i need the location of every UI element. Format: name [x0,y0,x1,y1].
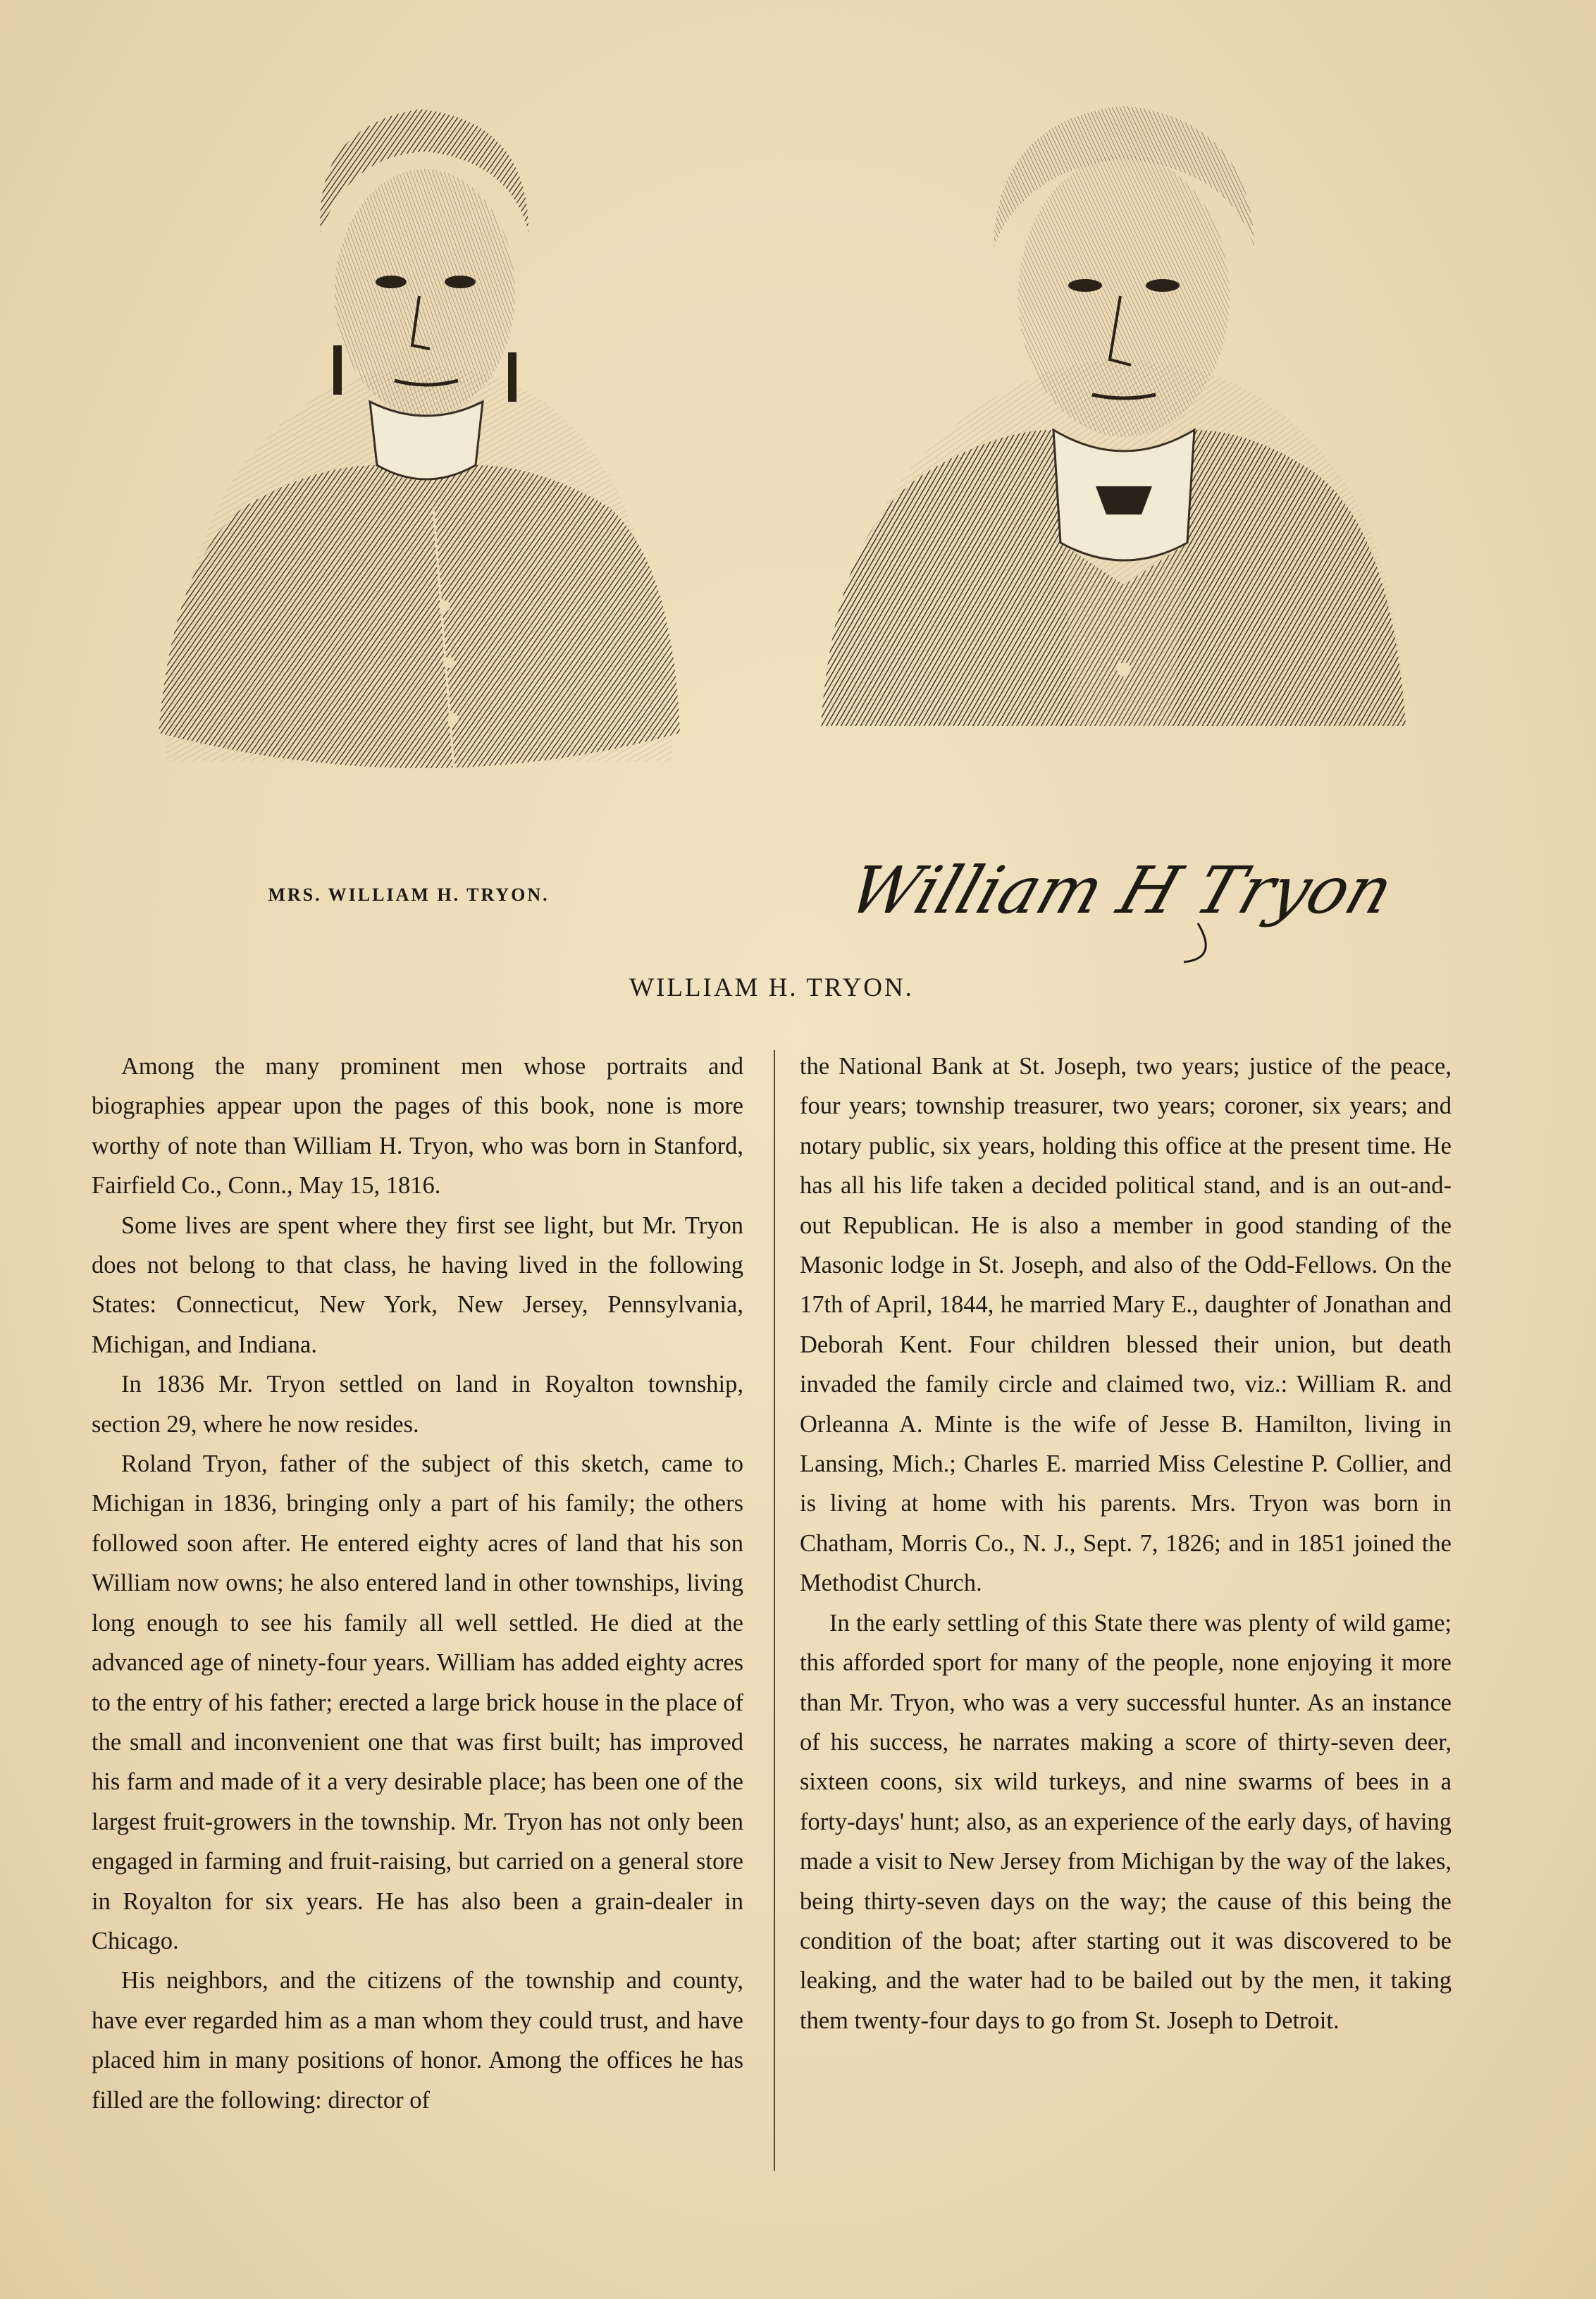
paragraph: In the early settling of this State there was plenty of wild game; this afforded sport for many of the people, none enjoying it more than Mr. Tryon, who was a very successful hunter. As an instance of his success, he narrates making a score of thirty-seven deer, sixteen coons, six wild turkeys, and nine swarms of bees in a forty-days' hunt; also, as an experience of the early days, of having made a visit to New Jersey from Michigan by the way of the lakes, being thirty-seven days on the way; the cause of this being the condition of the boat; after starting out it was discovered to be leaking, and the water had to be bailed out by the men, it taking them twenty-four days to go from St. Joseph to Detroit. [800,1609,1452,2034]
paragraph: Among the many prominent men whose portraits and biographies appear upon the pages of this book, none is more worthy of note than William H. Tryon, who was born in Stanford, Fairfield Co., Conn., May 15, 1816. [92,1053,743,1200]
biography-title: WILLIAM H. TRYON. [629,973,914,1002]
paragraph: Some lives are spent where they first see light, but Mr. Tryon does not belong to that class, he having lived in the following States: Connecticut, New York, New Jersey, Pennsylvania, Michigan, and Indiana. [92,1212,743,1358]
portrait-william-tryon [821,92,1406,796]
right-column [800,1047,1452,2040]
portrait-mrs-tryon [144,70,687,803]
paragraph-continued: the National Bank at St. Joseph, two years; justice of the peace, four years; township treasurer, two years; coroner, six years; and notary public, six years, holding this office at the present time. He has all his life taken a decided political stand, and is an out-and-out Republican. He is also a member in good standing of the Masonic lodge in St. Joseph, and also of the Odd-Fellows. On the 17th of April, 1844, he married Mary E., daughter of Jonathan and Deborah Kent. Four children blessed their union, but death invaded the family circle and claimed two, viz.: William R. and Orleanna A. Minte is the wife of Jesse B. Hamilton, living in Lansing, Mich.; Charles E. married Miss Celestine P. Collier, and is living at home with his parents. Mrs. Tryon was born in Chatham, Morris Co., N. J., Sept. 7, 1826; and in 1851 joined the Methodist Church. [800,1053,1452,1597]
paragraph: His neighbors, and the citizens of the township and county, have ever regarded him as a man whom they could trust, and have placed him in many positions of honor. Among the offices he has filled are the following: director of [92,1967,743,2114]
paragraph: In 1836 Mr. Tryon settled on land in Royalton township, section 29, where he now resides. [92,1371,743,1438]
paragraph: Roland Tryon, father of the subject of this sketch, came to Michigan in 1836, bringing only a part of his family; the others followed soon after. He entered eighty acres of land that his son William now owns; he also entered land in other townships, living long enough to see his family all well settled. He died at the advanced age of ninety-four years. William has added eighty acres to the entry of his father; erected a large brick house in the place of the small and inconvenient one that was first built; has improved his farm and made of it a very desirable place; has been one of the largest fruit-growers in the township. Mr. Tryon has not only been engaged in farming and fruit-raising, but carried on a general store in Royalton for six years. He has also been a grain-dealer in Chicago. [92,1450,743,1954]
left-column [92,1047,743,2120]
portrait-caption: MRS. WILLIAM H. TRYON. [268,885,550,905]
svg-text:William H Tryon: William H Tryon [840,853,1403,929]
signature-image [840,825,1403,966]
column-divider [774,1050,775,2171]
